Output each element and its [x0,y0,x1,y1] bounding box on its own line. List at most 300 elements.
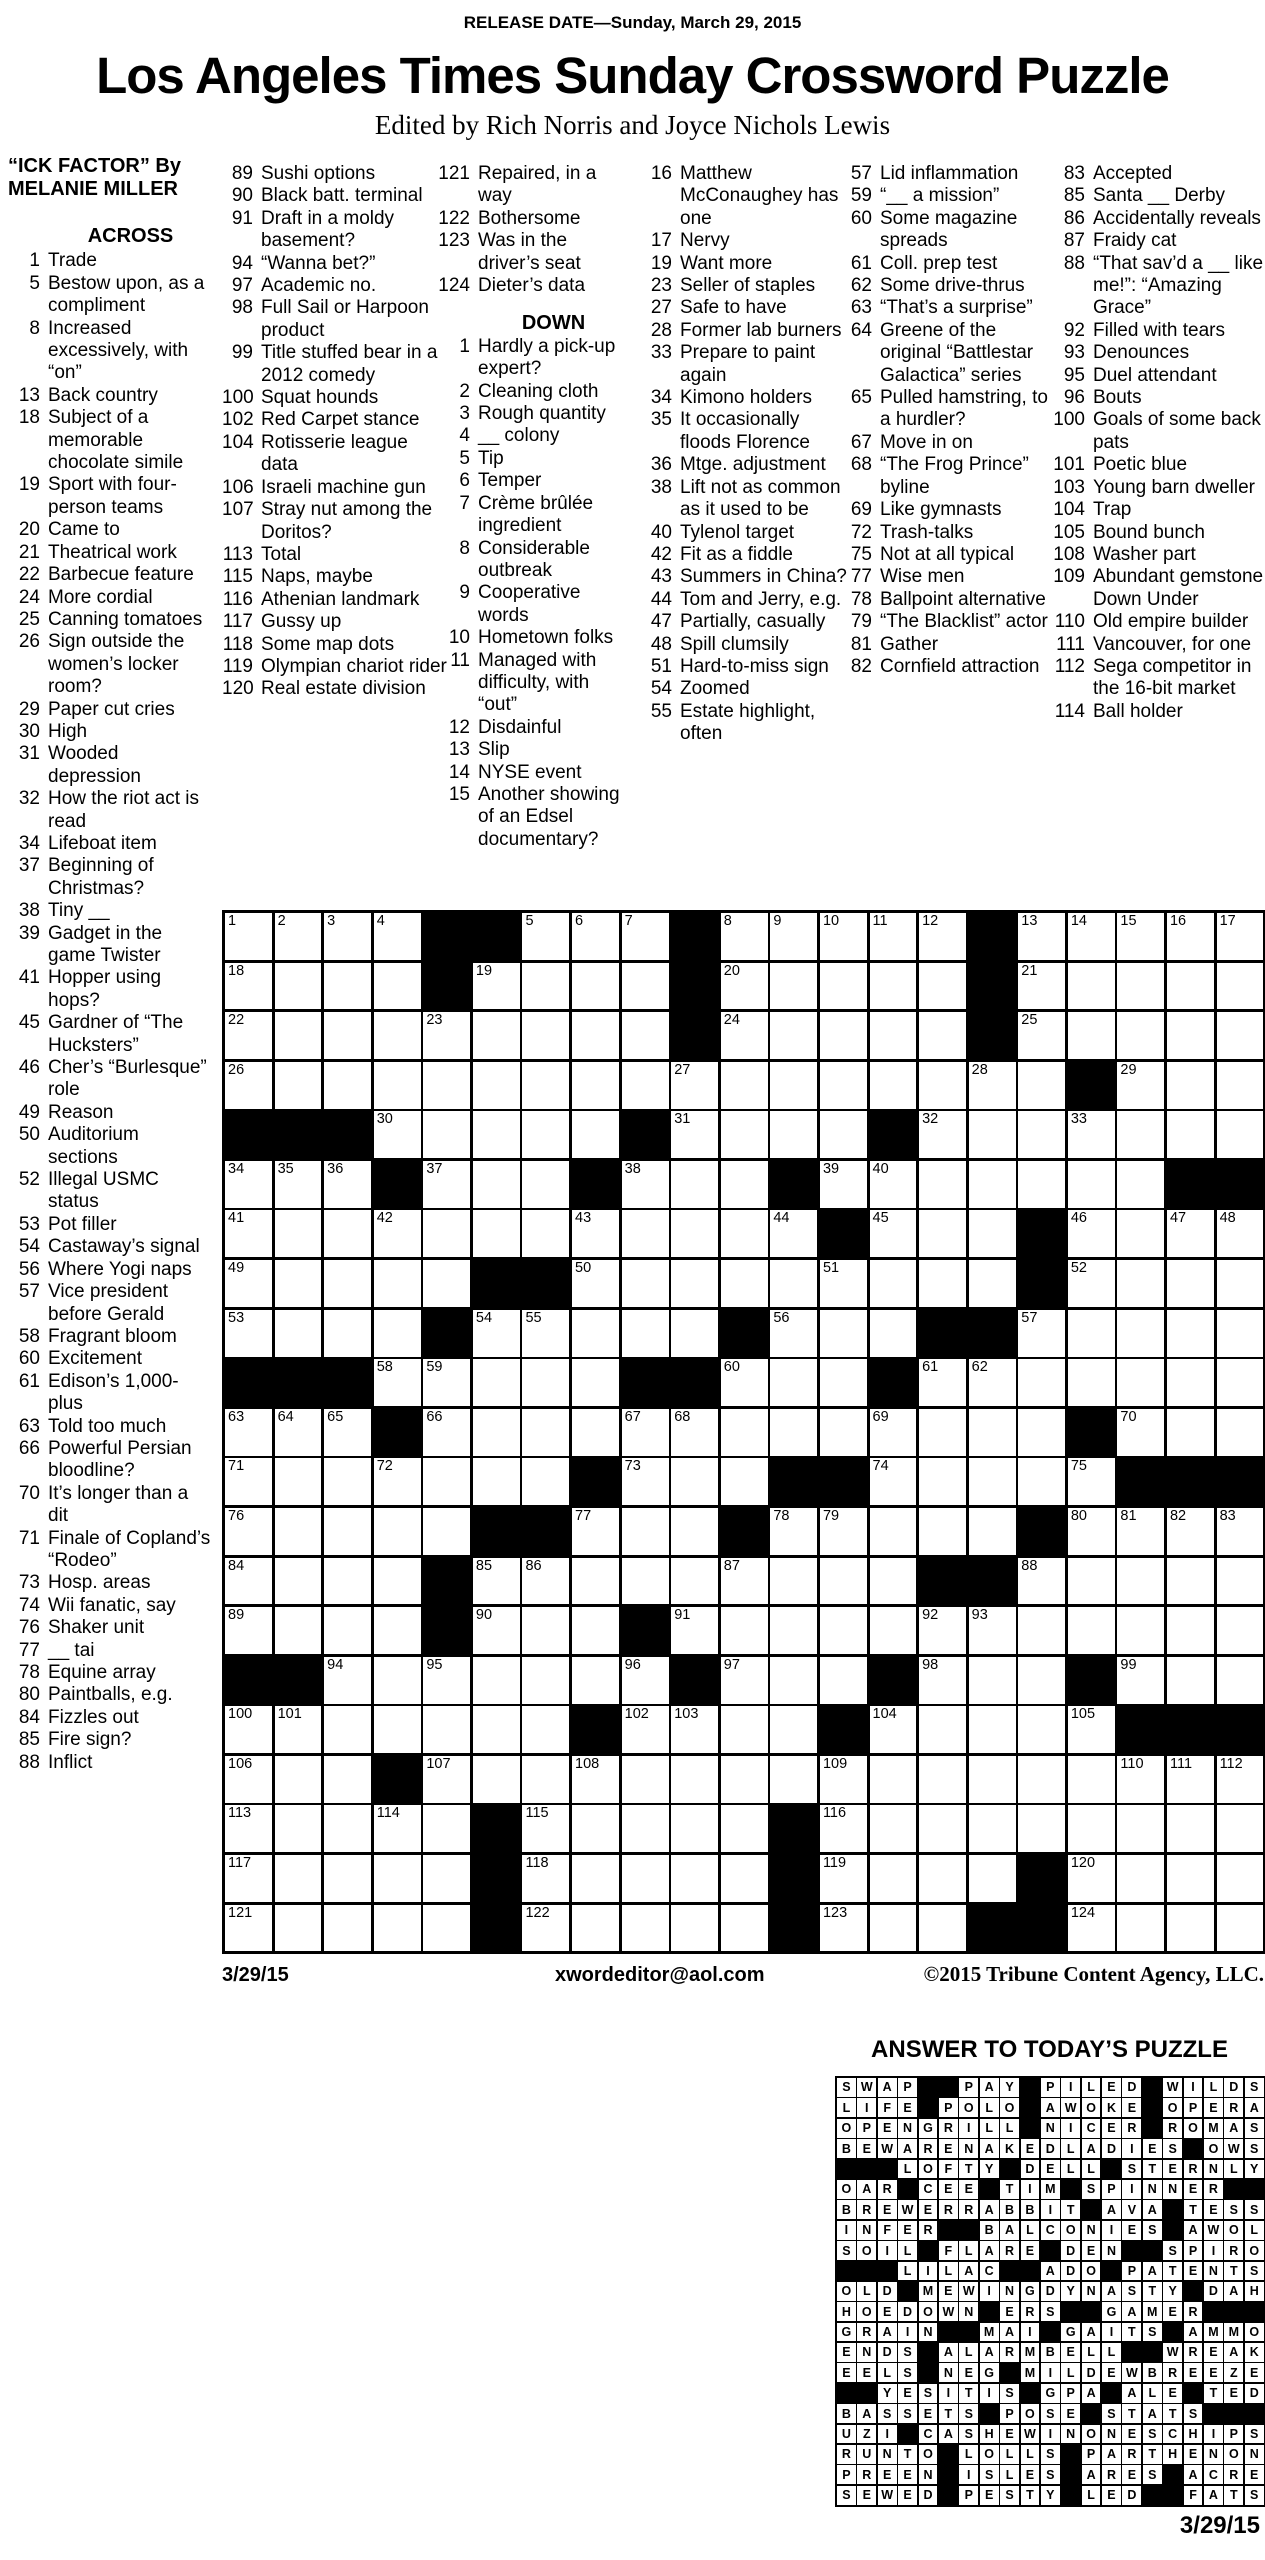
clue-number: 98 [231,297,253,319]
grid-cell-black [770,1905,817,1952]
clue [1050,409,1264,454]
grid-cell [275,1260,322,1307]
answer-cell: G [837,2323,856,2342]
clue [8,1729,213,1751]
answer-cell-black [1102,2262,1121,2281]
clue [8,855,213,900]
clue-text: Sushi options [261,163,376,184]
answer-cell: L [1000,2445,1019,2464]
clue [8,631,213,698]
grid-cell [572,1012,619,1059]
clue-text: Inflict [48,1751,93,1773]
clue-text: Not at all typical [880,543,1015,565]
answer-cell: R [1224,2098,1243,2117]
clue-number: 62 [850,275,872,297]
clue [437,163,629,208]
clue-text: Cleaning cloth [478,380,599,402]
grid-cell [1117,1260,1164,1307]
grid-cell [324,1260,371,1307]
clue-text: Pulled hamstring, to a hurdler? [880,387,1048,431]
grid-cell [1068,1012,1115,1059]
footer-date: 3/29/15 [222,1964,289,1986]
answer-cell: P [1061,2384,1080,2403]
clue-text: Finale of Copland’s “Rodeo” [48,1527,211,1571]
grid-cell-black [1018,1905,1065,1952]
grid-cell [969,1359,1016,1406]
answer-cell: N [1000,2282,1019,2301]
answer-cell: S [1245,2262,1264,2281]
grid-cell [324,1756,371,1803]
grid-cell [1167,913,1214,960]
cell-number: 109 [822,1755,848,1772]
grid-cell [622,1458,669,1505]
grid-cell [721,1210,768,1257]
answer-cell: P [837,2465,856,2484]
clue-number: 69 [850,499,872,521]
grid-cell [324,1905,371,1952]
clue-text: Tylenol target [680,521,795,543]
grid-cell-black [770,1855,817,1902]
cell-number: 106 [228,1755,253,1772]
grid-cell-black [374,1161,421,1208]
down-clues-1 [437,336,629,851]
answer-cell: E [919,2404,938,2423]
answer-cell: I [919,2262,938,2281]
cell-number: 10 [822,913,840,929]
answer-cell: O [837,2282,856,2301]
grid-cell [1217,1607,1264,1654]
clue [222,253,448,275]
clue-number: 78 [850,588,872,610]
clue-number: 12 [448,716,470,738]
answer-cell: N [1102,2241,1121,2260]
grid-cell-black [1117,1706,1164,1753]
answer-cell: E [857,2486,876,2505]
answer-cell-black [1000,2363,1019,2382]
grid-cell [324,1706,371,1753]
answer-date: 3/29/15 [1179,2512,1260,2539]
answer-cell-black [1061,2180,1080,2199]
grid-cell [473,1657,520,1704]
grid-cell-black [1167,1706,1214,1753]
answer-cell: E [898,2486,917,2505]
answer-cell: N [939,2363,958,2382]
answer-cell: N [1204,2262,1223,2281]
answer-cell: W [1224,2139,1243,2158]
grid-cell [225,1756,272,1803]
grid-cell [1167,1260,1214,1307]
grid-cell [671,1458,718,1505]
answer-cell: B [1041,2343,1060,2362]
grid-cell [969,1706,1016,1753]
grid-cell [473,1458,520,1505]
cell-number: 23 [426,1012,443,1029]
clue-number: 60 [18,1348,40,1370]
cell-number: 32 [922,1111,939,1128]
grid-cell [324,913,371,960]
clue-text: Lid inflammation [880,163,1019,184]
grid-cell-black [522,1508,569,1555]
cell-number: 105 [1070,1706,1096,1723]
clue [839,297,1048,319]
answer-cell: G [1041,2384,1060,2403]
answer-cell: I [1204,2425,1223,2444]
answer-cell: G [980,2363,999,2382]
answer-cell: A [1000,2221,1019,2240]
grid-cell [324,1508,371,1555]
answer-cell: S [898,2343,917,2362]
cell-number: 122 [525,1904,550,1921]
answer-cell: P [1041,2078,1060,2097]
grid-cell [671,1805,718,1852]
clue-text: Fizzles out [48,1706,139,1728]
cell-number: 49 [228,1260,245,1277]
clue-text: Washer part [1093,543,1196,565]
clue-number: 97 [231,275,253,297]
grid-cell [572,1607,619,1654]
grid-cell [919,1111,966,1158]
answer-cell: B [980,2221,999,2240]
clue-number: 117 [222,611,253,633]
answer-cell: E [1245,2465,1264,2484]
grid-cell [671,1756,718,1803]
answer-cell: S [878,2404,897,2423]
answer-cell: W [1204,2221,1223,2240]
grid-cell [1217,1111,1264,1158]
clue-text: Shaker unit [48,1617,145,1639]
cell-number: 77 [575,1507,592,1524]
clue-text: Athenian landmark [261,588,420,610]
answer-cell-black [1021,2262,1040,2281]
grid-cell [225,1805,272,1852]
answer-cell-black [1245,2302,1264,2321]
clue-number: 55 [650,700,672,722]
grid-cell [1068,1805,1115,1852]
across-clues-3 [437,163,629,297]
cell-number: 22 [228,1012,245,1029]
grid-cell [1167,1805,1214,1852]
clue-number: 13 [448,739,470,761]
answer-cell: E [837,2343,856,2362]
answer-cell: D [878,2282,897,2301]
grid-cell [473,1359,520,1406]
grid-cell [1068,1210,1115,1257]
grid-cell [1117,963,1164,1010]
answer-cell: I [878,2241,897,2260]
answer-cell: S [1122,2160,1141,2179]
grid-cell-black [423,1558,470,1605]
clue-text: Ball holder [1093,700,1183,722]
answer-cell: E [837,2363,856,2382]
grid-cell [1068,1756,1115,1803]
answer-cell-black [1245,2180,1264,2199]
clue [637,387,853,409]
grid-cell [1018,1012,1065,1059]
clue-number: 111 [1056,633,1085,655]
grid-cell [1217,1359,1264,1406]
clue [1050,185,1264,207]
grid-cell-black [622,1607,669,1654]
grid-cell-black [473,1905,520,1952]
clue [437,493,629,538]
down-clues-2 [637,163,853,746]
answer-cell: D [1061,2262,1080,2281]
clue-number: 54 [650,678,672,700]
cell-number: 64 [277,1408,294,1425]
cell-number: 56 [773,1309,790,1326]
clue-number: 64 [850,319,872,341]
answer-cell: A [980,2343,999,2362]
clue-text: Matthew McConaughey has one [680,163,839,229]
answer-cell: O [959,2098,978,2117]
answer-cell: D [1122,2078,1141,2097]
answer-cell: S [980,2465,999,2484]
cell-number: 61 [922,1359,939,1376]
clue-text: How the riot act is read [48,788,199,832]
grid-cell [275,1458,322,1505]
clue [8,1326,213,1348]
clue [437,208,629,230]
grid-cell [1117,1310,1164,1357]
clue-text: Gussy up [261,611,342,633]
clue [637,656,853,678]
answer-cell: E [1102,2363,1121,2382]
clue-number: 104 [1053,499,1085,521]
answer-cell: W [857,2078,876,2097]
clue [8,1057,213,1102]
clue-number: 112 [1054,655,1085,677]
cell-number: 59 [426,1359,443,1376]
clue [637,297,853,319]
answer-cell: L [1102,2343,1121,2362]
grid-cell [225,1310,272,1357]
clue-number: 22 [18,564,40,586]
answer-cell: N [898,2119,917,2138]
cell-number: 12 [922,913,939,929]
clue-number: 26 [18,631,40,653]
grid-cell [721,1409,768,1456]
answer-cell: C [980,2262,999,2281]
cell-number: 40 [872,1160,889,1177]
clue [839,544,1048,566]
clue-number: 21 [18,541,40,563]
grid-cell-black [969,1012,1016,1059]
answer-cell: T [1061,2200,1080,2219]
answer-cell: D [919,2486,938,2505]
answer-cell: E [959,2363,978,2382]
clue-number: 105 [1053,521,1085,543]
clue-text: Told too much [48,1415,167,1437]
answer-cell: I [1184,2078,1203,2097]
cell-number: 81 [1120,1507,1137,1524]
cell-number: 5 [525,913,534,929]
clue [637,611,853,633]
answer-cell: E [919,2200,938,2219]
grid-cell [1018,963,1065,1010]
clue-number: 85 [1063,185,1085,207]
clue-text: Sega competitor in the 16-bit market [1093,655,1252,700]
answer-cell: E [1000,2425,1019,2444]
clue [437,403,629,425]
answer-cell: B [837,2139,856,2158]
answer-cell: E [878,2465,897,2484]
answer-cell-black [1184,2384,1203,2403]
answer-cell: O [1000,2098,1019,2117]
grid-cell [870,1508,917,1555]
clue-text: Was in the driver’s seat [478,230,581,274]
answer-cell: A [878,2078,897,2097]
grid-cell [522,963,569,1010]
answer-cell: G [1021,2282,1040,2301]
grid-cell [770,1508,817,1555]
clue [8,1640,213,1662]
clue-text: Wise men [880,566,965,588]
clue-text: Cornfield attraction [880,655,1040,677]
answer-cell: E [1021,2241,1040,2260]
cell-number: 33 [1070,1111,1087,1128]
grid-cell [473,1111,520,1158]
grid-cell [1018,1657,1065,1704]
grid-cell [721,1062,768,1109]
answer-cell: O [857,2302,876,2321]
cell-number: 76 [228,1507,245,1524]
grid-cell [820,1855,867,1902]
answer-cell: P [1184,2241,1203,2260]
clue-number: 102 [222,409,254,431]
grid-cell [522,1310,569,1357]
grid-cell [820,1062,867,1109]
answer-cell: L [857,2282,876,2301]
clue-text: Fire sign? [48,1729,132,1751]
answer-cell: O [857,2241,876,2260]
answer-cell: S [1163,2241,1182,2260]
clue-text: Move in on [880,431,973,453]
footer-copyright: ©2015 Tribune Content Agency, LLC. [923,1962,1264,1986]
answer-cell: A [1122,2384,1141,2403]
cell-number: 65 [327,1408,344,1425]
grid-cell-black [473,1260,520,1307]
answer-cell: C [919,2180,938,2199]
clue-number: 59 [850,185,872,207]
grid-cell [225,913,272,960]
cell-number: 34 [228,1160,245,1177]
clue-text: Lifeboat item [48,832,157,854]
grid-cell [572,913,619,960]
clue-text: It occasionally floods Florence [680,409,810,453]
grid-cell [1117,1805,1164,1852]
cell-number: 98 [922,1656,939,1673]
clue [1050,566,1264,611]
grid-cell [770,1657,817,1704]
clue-text: Filled with tears [1093,319,1225,341]
grid-cell [324,1558,371,1605]
answer-cell: S [1245,2486,1264,2505]
clue [8,833,213,855]
grid-cell [870,1607,917,1654]
answer-cell: L [959,2241,978,2260]
cell-number: 41 [228,1210,245,1227]
clue [637,566,853,588]
clue [437,381,629,403]
grid-cell [870,913,917,960]
answer-cell: O [1021,2404,1040,2423]
grid-cell-black [423,963,470,1010]
grid-cell [423,1111,470,1158]
clue [839,611,1048,633]
clue [8,519,213,541]
answer-cell: A [980,2078,999,2097]
grid-cell [1018,1359,1065,1406]
grid-cell [721,1359,768,1406]
answer-cell-black [939,2445,958,2464]
clue-number: 83 [1063,163,1085,184]
grid-cell [919,1805,966,1852]
clue [437,739,629,761]
clue-number: 52 [18,1169,40,1191]
cell-number: 20 [723,962,740,979]
answer-cell: E [1021,2465,1040,2484]
clue-number: 7 [459,492,470,514]
grid-cell [1117,1657,1164,1704]
grid-cell-black [721,1508,768,1555]
answer-cell: R [1000,2241,1019,2260]
grid-cell [622,1657,669,1704]
clue-text: Bothersome [478,207,581,229]
grid-cell [522,1657,569,1704]
answer-cell: L [1061,2363,1080,2382]
clue-text: Greene of the original “Battlestar Galactica” series [880,319,1034,386]
clue [637,477,853,522]
answer-cell: A [857,2180,876,2199]
answer-cell: I [1204,2241,1223,2260]
clue-text: Some drive-thrus [880,275,1025,297]
grid-cell-black [820,1210,867,1257]
cell-number: 47 [1169,1210,1187,1227]
grid-cell [919,1905,966,1952]
grid-cell [870,1012,917,1059]
grid-cell [1167,1756,1214,1803]
clue-text: Slip [478,739,510,761]
clue-text: Dieter’s data [478,275,586,297]
clue-number: 113 [222,543,253,565]
clue [437,448,629,470]
answer-cell: W [898,2200,917,2219]
clue-number: 31 [18,743,40,765]
clue-text: Hard-to-miss sign [680,655,829,677]
clue-number: 3 [459,403,470,425]
cell-number: 14 [1070,913,1087,929]
cell-number: 72 [376,1458,393,1475]
clue-text: Cher’s “Burlesque” role [48,1057,207,1101]
grid-cell [1117,1756,1164,1803]
answer-cell: K [1000,2139,1019,2158]
answer-cell: N [1245,2445,1264,2464]
cell-number: 100 [228,1706,253,1723]
clue-number: 85 [18,1729,40,1751]
clue [1050,522,1264,544]
cell-number: 16 [1169,913,1187,929]
grid-cell [1068,1855,1115,1902]
down-header: DOWN [521,312,586,335]
grid-cell-black [275,1657,322,1704]
grid-cell [423,1012,470,1059]
grid-cell [1018,1111,1065,1158]
clue [839,253,1048,275]
answer-cell: L [959,2343,978,2362]
answer-cell: A [1143,2200,1162,2219]
clue-text: Santa __ Derby [1093,185,1226,207]
answer-cell: B [837,2200,856,2219]
